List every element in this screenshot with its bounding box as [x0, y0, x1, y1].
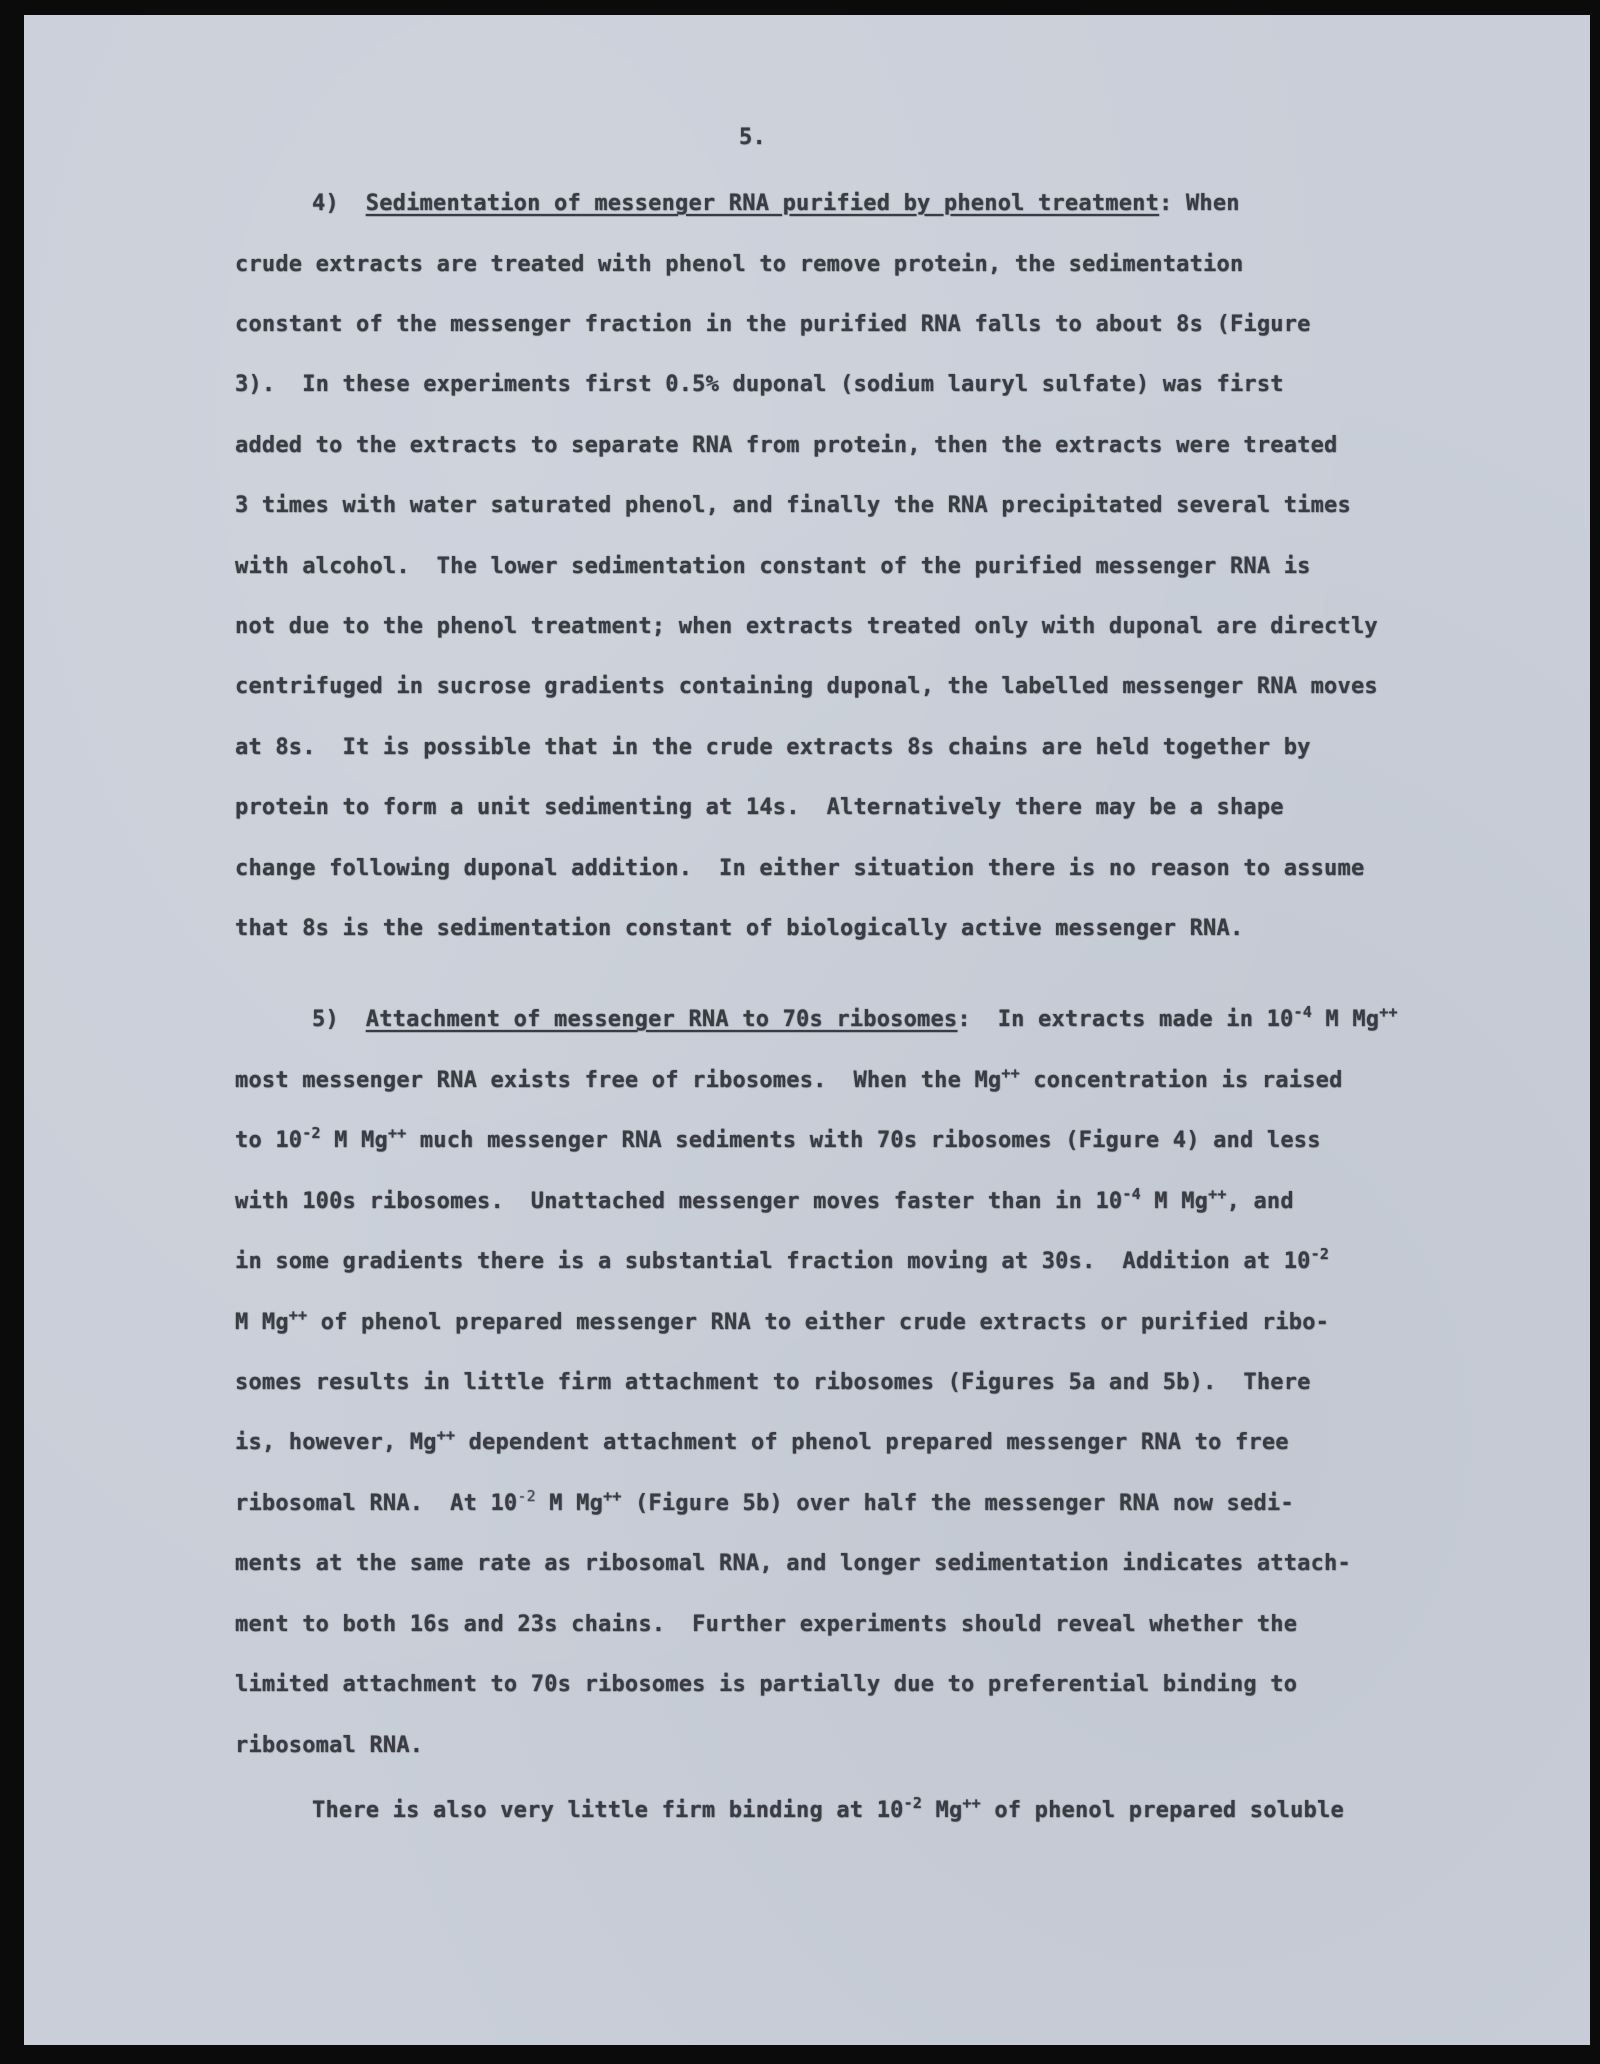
text-fragment: There is also very little firm binding at 10	[312, 1798, 904, 1823]
text-line: change following duponal addition. In either situation there is no reason to assume	[235, 856, 1365, 881]
section-4-number: 4)	[312, 191, 339, 216]
text-fragment: M Mg	[320, 1128, 388, 1153]
text-line	[235, 1185, 1294, 1214]
text-fragment: much messenger RNA sediments with 70s ribosomes (Figure 4) and less	[406, 1128, 1321, 1153]
superscript: -2	[302, 1124, 321, 1142]
body-text	[24, 15, 1590, 2045]
closing-line	[312, 1794, 1344, 1823]
text-fragment: M Mg	[1140, 1189, 1209, 1214]
text-fragment: dependent attachment of phenol prepared messenger RNA to free	[455, 1430, 1289, 1455]
text-line: : When	[1159, 191, 1240, 216]
text-line	[235, 1487, 1294, 1516]
text-fragment: M Mg	[1311, 1007, 1380, 1032]
text-line	[235, 1124, 1321, 1153]
section-5-number: 5)	[312, 1007, 339, 1032]
text-fragment: in some gradients there is a substantial fraction moving at 30s. Addition at 10	[235, 1249, 1311, 1274]
text-fragment: to 10	[235, 1128, 303, 1153]
text-fragment: most messenger RNA exists free of ribosomes. When the Mg	[235, 1068, 1002, 1093]
text-fragment: (Figure 5b) over half the messenger RNA now sedi-	[621, 1491, 1294, 1516]
text-fragment: Mg	[922, 1798, 963, 1823]
text-line: ribosomal RNA.	[235, 1733, 424, 1758]
text-line: added to the extracts to separate RNA from protein, then the extracts were treated	[235, 433, 1338, 458]
text-fragment: of phenol prepared soluble	[980, 1798, 1344, 1823]
text-line	[235, 1306, 1330, 1335]
superscript: ++	[288, 1306, 308, 1324]
text-line: at 8s. It is possible that in the crude extracts 8s chains are held together by	[235, 735, 1311, 760]
text-fragment: M Mg	[535, 1491, 604, 1516]
page-number: 5.	[739, 125, 766, 150]
paper-sheet	[24, 15, 1590, 2045]
text-fragment: concentration is raised	[1019, 1068, 1343, 1093]
pencil-correction: -2	[517, 1487, 536, 1505]
superscript: -2	[1310, 1245, 1330, 1263]
text-fragment: , and	[1226, 1189, 1294, 1214]
text-line: constant of the messenger fraction in the purified RNA falls to about 8s (Figure	[235, 312, 1311, 337]
text-line	[235, 1245, 1330, 1274]
text-line: limited attachment to 70s ribosomes is partially due to preferential binding to	[235, 1672, 1298, 1697]
superscript: ++	[1001, 1064, 1020, 1082]
text-fragment: : In extracts made in 10	[957, 1007, 1294, 1032]
text-line: somes results in little firm attachment to ribosomes (Figures 5a and 5b). There	[235, 1370, 1311, 1395]
text-fragment: ribosomal RNA. At 10	[235, 1491, 518, 1516]
text-line	[235, 1426, 1289, 1455]
text-line: protein to form a unit sedimenting at 14s. Alternatively there may be a shape	[235, 795, 1284, 820]
text-line: not due to the phenol treatment; when extracts treated only with duponal are directly	[235, 614, 1378, 639]
text-line: ments at the same rate as ribosomal RNA, and longer sedimentation indicates attach-	[235, 1551, 1351, 1576]
text-line: centrifuged in sucrose gradients containing duponal, the labelled messenger RNA moves	[235, 674, 1378, 699]
text-line: 3). In these experiments first 0.5% duponal (sodium lauryl sulfate) was first	[235, 372, 1284, 397]
text-line: ment to both 16s and 23s chains. Further experiments should reveal whether the	[235, 1612, 1298, 1637]
text-line: crude extracts are treated with phenol to remove protein, the sedimentation	[235, 252, 1244, 277]
superscript: -4	[1122, 1185, 1141, 1203]
section-4-heading: Sedimentation of messenger RNA purified by phenol treatment	[365, 191, 1160, 216]
superscript: -4	[1293, 1003, 1312, 1021]
section-5-heading-line	[312, 1003, 1398, 1032]
section-4-heading-line	[312, 191, 1240, 216]
superscript: ++	[387, 1124, 407, 1142]
text-fragment: is, however, Mg	[235, 1430, 437, 1455]
superscript: ++	[1379, 1003, 1398, 1021]
superscript: ++	[603, 1487, 622, 1505]
superscript: -2	[903, 1794, 923, 1812]
text-fragment: M Mg	[235, 1310, 289, 1335]
text-line: 3 times with water saturated phenol, and finally the RNA precipitated several times	[235, 493, 1351, 518]
superscript: ++	[962, 1794, 981, 1812]
section-5-heading: Attachment of messenger RNA to 70s ribosomes	[365, 1007, 958, 1032]
text-line	[235, 1064, 1343, 1093]
text-fragment: with 100s ribosomes. Unattached messenger moves faster than in 10	[235, 1189, 1123, 1214]
superscript: ++	[1208, 1185, 1227, 1203]
text-fragment: of phenol prepared messenger RNA to either crude extracts or purified ribo-	[307, 1310, 1330, 1335]
text-line: with alcohol. The lower sedimentation constant of the purified messenger RNA is	[235, 554, 1311, 579]
text-line: that 8s is the sedimentation constant of biologically active messenger RNA.	[235, 916, 1244, 941]
superscript: ++	[436, 1426, 456, 1444]
